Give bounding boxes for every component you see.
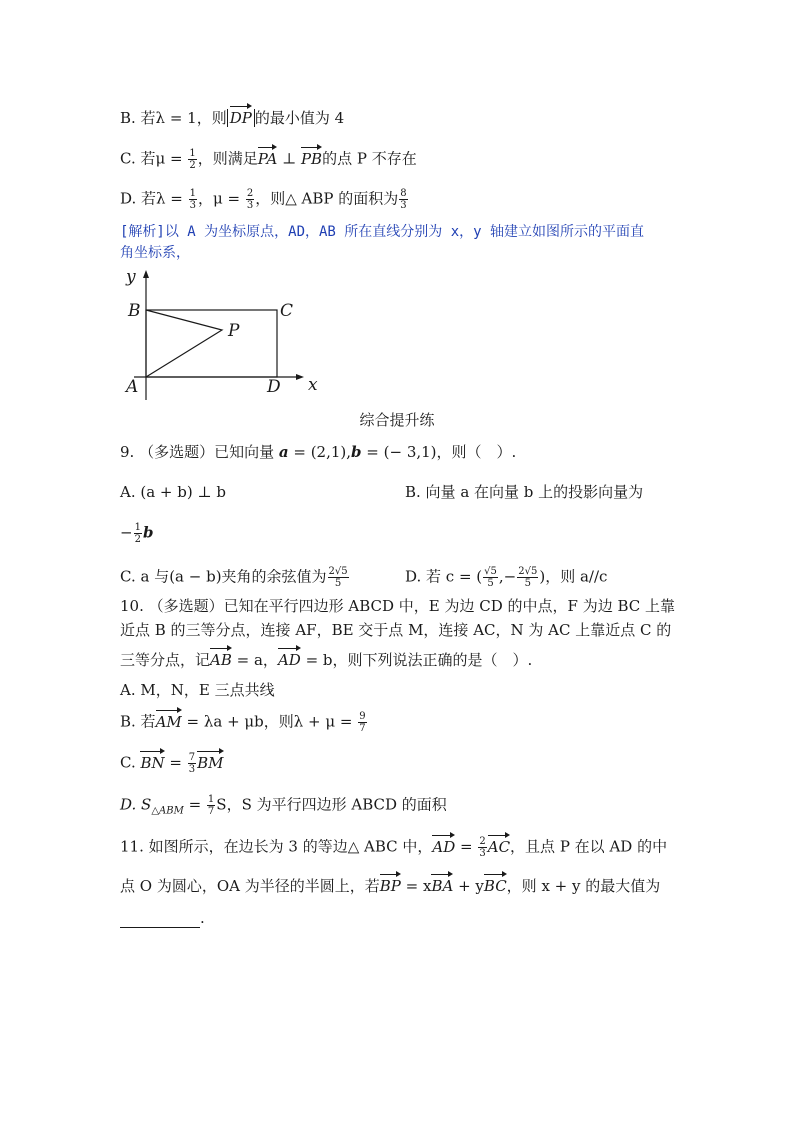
q9-option-a: A. (a + b) ⊥ b [120,483,226,501]
vector-ad: AD [432,837,456,856]
q11-line-2-mid1: = x [400,877,432,895]
fraction [134,522,142,545]
rectangle-abcd [146,310,277,377]
q9-stem [120,442,516,462]
vector-a: a [278,443,289,461]
q8-option-d-mid: ，μ = [198,189,245,208]
vector-b: b [142,523,154,542]
analysis-line-2: 角坐标系， [120,245,190,261]
q10-option-d-mid: = [183,795,206,814]
q10-line-3-prefix: 三等分点，记 [120,651,211,669]
perp-symbol: ⊥ [277,149,301,168]
q9-option-d [405,566,607,589]
label-b: B [128,301,141,321]
q8-option-b-prefix: B. 若λ = 1，则 [120,109,227,127]
period: . [200,909,205,927]
label-d: D [267,377,281,397]
separator: ,− [498,567,517,586]
numerator: 1 [207,794,215,805]
q10-line-3-suffix: = b，则下列说法正确的是（ ）. [300,651,533,669]
q8-option-b-suffix: 的最小值为 4 [254,109,345,127]
fraction [246,188,254,211]
numerator: 8 [400,188,407,199]
q8-option-d-mid2: ，则△ ABP 的面积为 [255,189,399,208]
fraction [188,752,196,775]
numerator: 1 [189,148,196,159]
numerator: 7 [188,752,196,763]
vector-ac: AC [487,837,511,856]
denominator: 3 [246,200,254,211]
fraction [358,711,366,734]
q8-option-d-prefix: D. 若λ = [120,189,188,208]
q10-option-c [120,752,224,775]
q10-option-d [120,794,447,822]
fraction [189,188,197,211]
q10-line-2: 近点 B 的三等分点，连接 AF，BE 交于点 M，连接 AC，N 为 AC 上靠近点 C 的 [120,621,672,639]
q10-option-c-mid: = [164,753,187,772]
vector-bp: BP [379,877,401,895]
denominator: 3 [188,764,196,775]
vector-am: AM [155,712,182,731]
fraction [207,794,215,817]
label-y: y [126,267,136,287]
label-p: P [228,321,240,341]
denominator: 5 [334,578,342,589]
vector-bm: BM [197,753,224,772]
fraction [483,566,498,589]
vector-pa: PA [257,149,278,168]
numerator: √5 [484,566,497,577]
vector-dp: DP [229,109,252,127]
q10-line-3 [120,650,532,670]
fraction [188,148,196,171]
denominator: 2 [134,534,141,545]
denominator: 3 [479,848,486,859]
denominator: 5 [524,578,531,589]
vector-ba: BA [431,877,454,895]
denominator: 3 [189,200,197,211]
q9-option-d-prefix: D. 若 c = ( [405,567,483,586]
denominator: 7 [207,806,215,817]
q9-option-c [120,566,350,589]
q9-a-value: = (2,1), [288,443,352,461]
q10-option-a: A. M，N，E 三点共线 [120,681,275,699]
q10-option-d-suffix: S，S 为平行四边形 ABCD 的面积 [216,795,447,814]
numerator: 1 [134,522,141,533]
q8-option-c-mid: ，则满足 [197,149,258,168]
q11-line-2-prefix: 点 O 为圆心，OA 为半径的半圆上，若 [120,877,380,895]
fraction [328,566,349,589]
minus-sign: − [120,523,133,542]
denominator: 3 [400,200,407,211]
numerator: 9 [359,711,366,722]
triangle-abp [146,310,222,377]
numerator: 2√5 [328,566,348,577]
numerator: 2 [479,836,486,847]
q9-option-b-line1: B. 向量 a 在向量 b 上的投影向量为 [405,483,644,501]
section-title: 综合提升练 [359,411,435,429]
label-a: A [126,377,139,397]
q11-line-1-mid: = [455,837,478,856]
q8-option-c [120,148,417,171]
subscript-abm: △ABM [151,805,184,817]
label-c: C [280,301,294,321]
q8-option-c-suffix: 的点 P 不存在 [322,149,417,168]
q11-line-2-suffix: ，则 x + y 的最大值为 [506,877,661,895]
fraction [478,836,486,859]
q11-line-2-mid2: + y [453,877,484,895]
denominator: 5 [487,578,494,589]
y-axis-arrow [143,270,149,278]
coordinate-figure [112,262,332,402]
vector-ad: AD [277,651,301,669]
q10-line-3-mid: = a， [231,651,278,669]
q9-option-d-suffix: )，则 a//c [539,567,608,586]
denominator: 2 [189,160,196,171]
vector-bc: BC [483,877,507,895]
numerator: 2 [246,188,254,199]
label-x: x [308,375,318,395]
q9-option-c-prefix: C. a 与(a − b)夹角的余弦值为 [120,567,327,586]
vector-bn: BN [140,753,165,772]
q8-option-b [120,108,344,128]
q11-line-1 [120,836,667,859]
answer-blank[interactable] [120,913,200,928]
numerator: 1 [189,188,197,199]
q10-option-b-prefix: B. 若 [120,712,156,731]
q8-option-c-prefix: C. 若μ = [120,149,188,168]
q9-stem-text: 9. （多选题）已知向量 [120,443,279,461]
q10-option-c-prefix: C. [120,753,141,772]
q10-line-1: 10. （多选题）已知在平行四边形 ABCD 中，E 为边 CD 的中点，F 为边 BC 上靠 [120,597,676,615]
q8-option-b-abs [227,109,255,127]
fraction [517,566,538,589]
vector-ab: AB [210,651,232,669]
q11-line-2 [120,876,660,896]
vector-pb: PB [300,149,323,168]
q10-option-d-prefix: D. S [120,795,152,814]
q10-option-b [120,711,368,734]
q8-option-d [120,188,409,211]
q9-option-b-line2 [120,522,153,545]
q9-b-value: = (− 3,1)，则（ ）. [361,443,517,461]
analysis-line-1: [解析]以 A 为坐标原点，AD，AB 所在直线分别为 x，y 轴建立如图所示的平面直 [120,224,645,240]
denominator: 7 [359,723,366,734]
q11-line-1-prefix: 11. 如图所示，在边长为 3 的等边△ ABC 中， [120,837,433,856]
vector-b: b [351,443,362,461]
x-axis-arrow [296,374,304,380]
q11-line-1-suffix: ，且点 P 在以 AD 的中 [510,837,668,856]
numerator: 2√5 [518,566,538,577]
q10-option-b-mid: = λa + μb，则λ + μ = [181,712,358,731]
fraction [399,188,407,211]
q11-line-3 [120,908,205,928]
